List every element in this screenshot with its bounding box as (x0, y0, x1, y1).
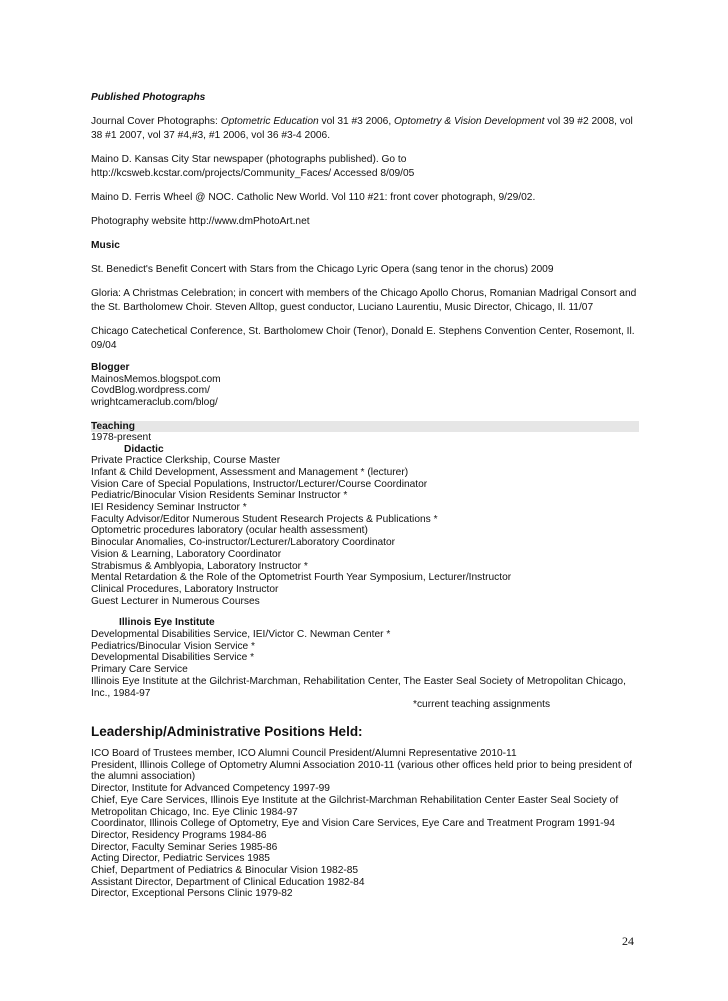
kansas-city-star-text: Maino D. Kansas City Star newspaper (photographs published). Go to (91, 154, 407, 165)
journal-entry-text: vol 31 #3 2006, (318, 116, 394, 127)
photography-website-entry[interactable]: Photography website http://www.dmPhotoArt.net (91, 216, 310, 227)
didactic-item: Vision & Learning, Laboratory Coordinator (91, 548, 282, 560)
leadership-item: Chief, Eye Care Services, Illinois Eye Institute at the Gilchrist-Marchman Rehabilitation Center Easter Seal Society of Metropolitan Chicago, Inc. Eye Clinic 1984-97 (91, 794, 619, 818)
didactic-item: Strabismus & Amblyopia, Laboratory Instructor * (91, 560, 308, 572)
journal-cover-entry (91, 115, 639, 143)
leadership-item: Chief, Department of Pediatrics & Binocular Vision 1982-85 (91, 865, 359, 877)
didactic-item: Optometric procedures laboratory (ocular health assessment) (91, 525, 368, 537)
iei-item: Developmental Disabilities Service, IEI/Victor C. Newman Center * (91, 629, 391, 641)
didactic-item: Private Practice Clerkship, Course Master (91, 455, 281, 467)
journal-entry-text: Journal Cover Photographs: (91, 116, 221, 127)
journal-title-optometric-education: Optometric Education (220, 116, 319, 127)
leadership-item: Coordinator, Illinois College of Optometry, Eye and Vision Care Services, Eye Care and Treatment Program 1991-94 (91, 818, 615, 830)
leadership-item: Director, Faculty Seminar Series 1985-86 (91, 841, 278, 853)
didactic-item: Binocular Anomalies, Co-instructor/Lecturer/Laboratory Coordinator (91, 537, 396, 549)
didactic-list (91, 455, 639, 607)
music-heading: Music (91, 240, 120, 251)
leadership-heading: Leadership/Administrative Positions Held: (91, 723, 363, 739)
music-item: Chicago Catechetical Conference, St. Bartholomew Choir (Tenor), Donald E. Stephens Convention Center, Rosemont, Il. 09/04 (91, 326, 635, 351)
blog-link[interactable]: CovdBlog.wordpress.com/ (91, 385, 210, 397)
didactic-heading: Didactic (124, 443, 164, 455)
ferris-wheel-entry: Maino D. Ferris Wheel @ NOC. Catholic New World. Vol 110 #21: front cover photograph, 9/29/02. (91, 192, 536, 203)
teaching-period: 1978-present (91, 431, 152, 443)
leadership-item: President, Illinois College of Optometry Alumni Association 2010-11 (various other offices held prior to being president of the alumni association) (91, 759, 632, 783)
document-page (91, 91, 639, 900)
blog-link[interactable]: MainosMemos.blogspot.com (91, 373, 221, 385)
didactic-item: Pediatric/Binocular Vision Residents Seminar Instructor * (91, 490, 348, 502)
current-teaching-note: *current teaching assignments (413, 699, 551, 711)
leadership-list (91, 748, 639, 900)
blog-link[interactable]: wrightcameraclub.com/blog/ (91, 397, 218, 409)
music-item: St. Benedict's Benefit Concert with Stars from the Chicago Lyric Opera (sang tenor in the chorus) 2009 (91, 264, 554, 275)
didactic-item: Guest Lecturer in Numerous Courses (91, 595, 260, 607)
iei-item: Developmental Disabilities Service * (91, 652, 255, 664)
leadership-item: Acting Director, Pediatric Services 1985 (91, 853, 270, 865)
blogger-section (91, 362, 639, 409)
didactic-item: Faculty Advisor/Editor Numerous Student Research Projects & Publications * (91, 513, 438, 525)
illinois-eye-institute-heading: Illinois Eye Institute (119, 617, 215, 629)
journal-entry-text: vol 39 #2 2008, vol 38 #1 2007, vol 37 #4,#3, #1 2006, vol 36 #3-4 2006. (91, 116, 633, 141)
didactic-item: Vision Care of Special Populations, Instructor/Lecturer/Course Coordinator (91, 478, 428, 490)
journal-title-optometry-vision-development: Optometry & Vision Development (394, 116, 545, 127)
leadership-item: Director, Institute for Advanced Competency 1997-99 (91, 783, 330, 795)
leadership-item: Assistant Director, Department of Clinical Education 1982-84 (91, 876, 365, 888)
didactic-item: Infant & Child Development, Assessment and Management * (lecturer) (91, 466, 409, 478)
didactic-item: Clinical Procedures, Laboratory Instructor (91, 583, 279, 595)
leadership-item: Director, Exceptional Persons Clinic 1979-82 (91, 888, 293, 900)
iei-list (91, 629, 639, 699)
leadership-item: Director, Residency Programs 1984-86 (91, 829, 267, 841)
leadership-item: ICO Board of Trustees member, ICO Alumni Council President/Alumni Representative 2010-11 (91, 747, 517, 759)
blogger-heading: Blogger (91, 362, 130, 373)
iei-item: Pediatrics/Binocular Vision Service * (91, 640, 256, 652)
published-photographs-heading: Published Photographs (91, 92, 206, 103)
kansas-city-star-entry (91, 153, 639, 181)
iei-item: Illinois Eye Institute at the Gilchrist-Marchman, Rehabilitation Center, The Easter Seal Society of Metropolitan Chicago, Inc., 1984-97 (91, 675, 626, 699)
teaching-heading: Teaching (91, 421, 639, 432)
music-item: Gloria: A Christmas Celebration; in concert with members of the Chicago Apollo Chorus, Romanian Madrigal Consort and the St. Bartholomew Choir. Steven Alltop, guest conductor, Luciano Laurentiu, Music Director, Chicago, Il. 11/07 (91, 288, 637, 313)
page-number: 24 (622, 934, 634, 948)
iei-item: Primary Care Service (91, 664, 188, 676)
didactic-item: IEI Residency Seminar Instructor * (91, 502, 247, 514)
kansas-city-star-link[interactable]: http://kcsweb.kcstar.com/projects/Community_Faces/ Accessed 8/09/05 (91, 168, 415, 179)
didactic-item: Mental Retardation & the Role of the Optometrist Fourth Year Symposium, Lecturer/Instructor (91, 572, 512, 584)
